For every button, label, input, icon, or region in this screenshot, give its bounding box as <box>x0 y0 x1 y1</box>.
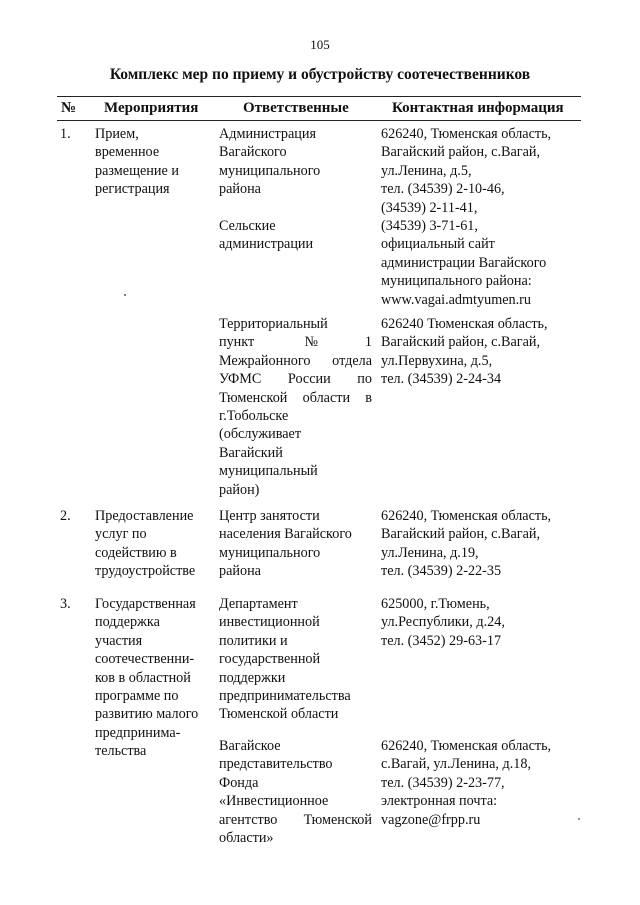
row-2-number: 2. <box>60 508 71 524</box>
row-3-contact-1: 625000, г.Тюмень, ул.Республики, д.24, тел. (3452) 29-63-17 <box>381 596 505 649</box>
scan-speck <box>578 818 580 820</box>
row-1-contact-1: 626240, Тюменская область, Вагайский район, с.Вагай, ул.Ленина, д.5, тел. (34539) 2-10-46, (34539) 2-11-41, (34539) 3-71-61, официальный сайт администрации Вагайского муниципального района: www.vagai.admtyumen.ru <box>381 126 552 308</box>
scan-speck <box>124 294 126 296</box>
row-2-contact: 626240, Тюменская область, Вагайский район, с.Вагай, ул.Ленина, д.19, тел. (34539) 2-22-35 <box>381 508 552 580</box>
row-1-responsible-2: Территориальный пункт №1 Межрайонного отдела УФМС России по Тюменской области в г.Тобольске (обслуживает Вагайский муниципальный район) <box>219 316 372 498</box>
table-top-rule <box>57 96 581 97</box>
row-3-responsible-2: Вагайское представительство Фонда «Инвестиционное агентство Тюменской области» <box>219 738 372 847</box>
column-header-number: № <box>61 100 77 116</box>
row-3-event: Государственная поддержка участия соотечественни- ков в областной программе по развитию малого предпринима- тельства <box>95 596 199 760</box>
document-title: Комплекс мер по приему и обустройству соотечественников <box>109 66 531 83</box>
column-header-events: Мероприятия <box>104 100 199 116</box>
row-3-contact-2: 626240, Тюменская область, с.Вагай, ул.Ленина, д.18, тел. (34539) 2-23-77, электронная почта: vagzone@frpp.ru <box>381 738 552 828</box>
row-1-responsible-1: Администрация Вагайского муниципального района Сельские администрации <box>219 126 321 253</box>
column-header-responsible: Ответственные <box>243 100 349 116</box>
row-1-number: 1. <box>60 126 71 142</box>
row-1-contact-2: 626240 Тюменская область, Вагайский район, с.Вагай, ул.Первухина, д.5, тел. (34539) 2-24-34 <box>381 316 548 388</box>
table-header-rule <box>57 120 581 121</box>
page-number: 105 <box>310 37 330 52</box>
row-3-number: 3. <box>60 596 71 612</box>
row-1-event: Прием, временное размещение и регистрация <box>95 126 179 198</box>
column-header-contact: Контактная информация <box>392 100 564 116</box>
row-2-event: Предоставление услуг по содействию в трудоустройстве <box>95 508 196 580</box>
row-2-responsible: Центр занятости населения Вагайского муниципального района <box>219 508 352 580</box>
row-3-responsible-1: Департамент инвестиционной политики и государственной поддержки предпринимательства Тюменской области <box>219 596 351 723</box>
